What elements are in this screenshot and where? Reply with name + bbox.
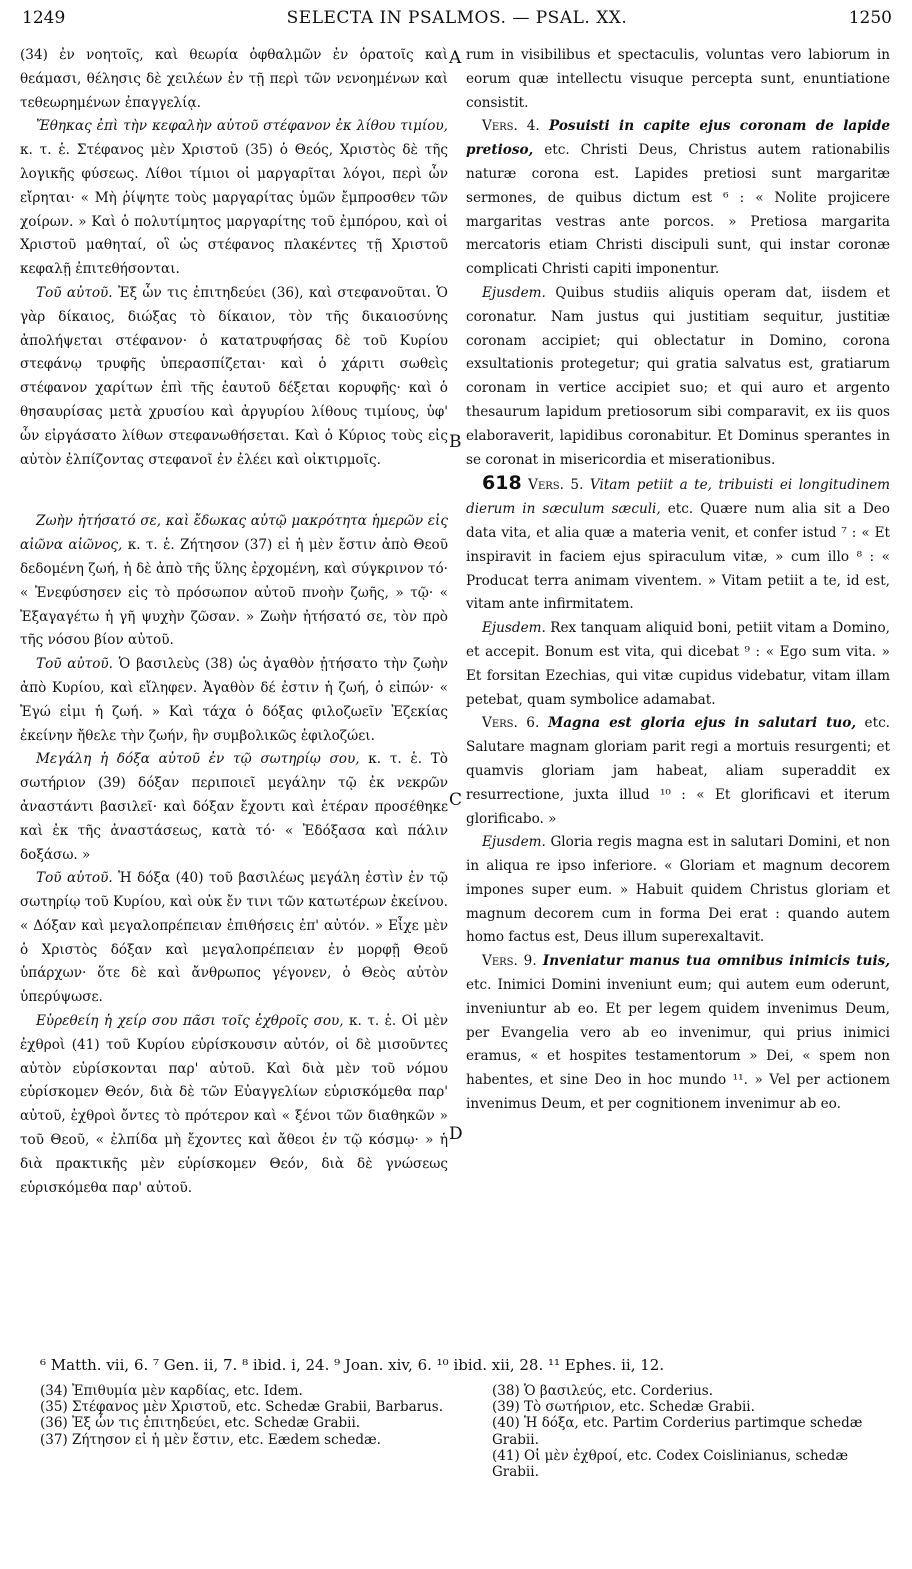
- note-item: (36) Ἐξ ὧν τις ἐπιτηδεύει, etc. Schedæ Grabii.: [40, 1415, 361, 1432]
- latin-lemma: Inveniatur manus tua omnibus inimicis tuis,: [536, 953, 890, 970]
- latin-text: etc. Inimici Domini inveniunt eum; qui autem eum oderunt, inveniuntur ab eo. Et per legem quidem invenimus Deum, per Evangelia vero ab eo invenimur, qui prius inimici eramus, « et hospites testamentorum » Dei, « spem non habentes, et sine Deo in hoc mundo ¹¹. » Vel per actionem invenimus Deum, et per cognitionem invenimur ab eo.: [466, 977, 890, 1113]
- latin-lemma: Posuisti in capite ejus coronam de lapide pretioso,: [466, 118, 890, 159]
- notes-left: [40, 1383, 470, 1448]
- greek-lemma: Ζωὴν ἠτήσατό σε, καὶ ἔδωκας αὐτῷ μακρότητα ἡμερῶν εἰς αἰῶνα αἰῶνος,: [20, 513, 448, 554]
- latin-text: Quibus studiis aliquis operam dat, iisdem et coronatur. Nam justus qui justitiam sequitur, justitiæ coronam accipiet; qui oblectatur in Domino, corona exsultationis protegetur; qui gratia salvatus est, gratiarum coronam in vertice accipiet suo; et qui auro et argento thesaurum lapidum pretiosorum sibi comparavit, ex iis quos elaboraverit, lapidibus coronabitur. Et Dominus sperantes in se coronat in misericordia et miserationibus.: [466, 284, 890, 468]
- verse-label: Vers. 4.: [482, 118, 540, 135]
- greek-lemma: Εὑρεθείη ἡ χείρ σου πᾶσι τοῖς ἐχθροῖς σου,: [36, 1013, 344, 1030]
- greek-paragraph: [20, 1010, 448, 1200]
- latin-paragraph: [466, 617, 890, 712]
- greek-lemma: Τοῦ αὐτοῦ.: [36, 870, 113, 887]
- greek-paragraph: [20, 282, 448, 472]
- running-title: SELECTA IN PSALMOS. — PSAL. XX.: [286, 8, 628, 28]
- note-item: (41) Οἱ μὲν ἐχθροί, etc. Codex Coislinianus, schedæ Grabii.: [492, 1447, 849, 1481]
- greek-text: κ. τ. ἑ. Ζήτησον (37) εἰ ἡ μὲν ἔστιν ἀπὸ Θεοῦ δεδομένη ζωή, ἡ δὲ ἀπὸ τῆς ὕλης ἐρχομένη, καὶ σύγκρινον τό· « Ἐνεφύσησεν εἰς τὸ πρόσωπον αὐτοῦ πνοὴν ζωῆς, » τῷ· « Ἐξαγαγέτω ἡ γῆ ψυχὴν ζῶσαν. » Ζωὴν ἠτήσατό σε, τὸν πρὸ τῆς νόσου βίον αὐτοῦ.: [20, 537, 448, 649]
- margin-marker-a: A: [449, 48, 462, 68]
- greek-lemma: Μεγάλη ἡ δόξα αὐτοῦ ἐν τῷ σωτηρίῳ σου,: [36, 751, 360, 768]
- note-item: (40) Ἡ δόξα, etc. Partim Corderius partimque schedæ Grabii.: [492, 1415, 863, 1448]
- margin-marker-c: C: [449, 790, 463, 810]
- greek-text: κ. τ. ἑ. Τὸ σωτήριον (39) δόξαν περιποιεῖ μεγάλην τῷ ἐκ νεκρῶν ἀναστάντι βασιλεῖ· καὶ δόξαν ἔχοντι καὶ ἑτέραν προσέθηκε καὶ ἐκ τῆς ἀναστάσεως, κατὰ τό· « Ἐδόξασα καὶ πάλιν δοξάσω. »: [20, 751, 448, 863]
- greek-paragraph: (34) ἐν νοητοῖς, καὶ θεωρία ὀφθαλμῶν ἐν ὁρατοῖς καὶ θεάμασι, θέλησις δὲ χειλέων ἐν τῇ περὶ τῶν νενοημένων καὶ τεθεωρημένων ἐπαγγελίᾳ.: [20, 47, 448, 111]
- latin-paragraph: [466, 831, 890, 950]
- greek-text: Ὁ βασιλεὺς (38) ὡς ἀγαθὸν ᾐτήσατο τὴν ζωὴν ἀπὸ Κυρίου, καὶ εἴληφεν. Ἀγαθὸν δέ ἐστιν ἡ ζωή, ὁ εἰπών· « Ἐγώ εἰμι ἡ ζωή. » Καὶ τάχα ὁ δόξας φιλοζωεῖν Ἐζεκίας ἐκείνην ἤθελε τὴν ζωήν, ἣν συμβολικῶς ἐφιλοζώει.: [20, 656, 448, 744]
- greek-column: [20, 44, 448, 1200]
- latin-lemma: Vitam petiit a te, tribuisti ei longitudinem dierum in sæculum sæculi,: [466, 477, 891, 518]
- latin-paragraph: [466, 115, 890, 282]
- note-item: (37) Ζήτησον εἰ ἡ μὲν ἔστιν, etc. Eædem schedæ.: [40, 1431, 381, 1448]
- latin-lemma: Ejusdem.: [482, 834, 546, 851]
- margin-marker-d: D: [449, 1124, 463, 1144]
- latin-paragraph: rum in visibilibus et spectaculis, voluntas vero labiorum in eorum quæ intellectu visuque percepta sunt, enuntiatione consistit.: [466, 47, 890, 111]
- page-header: [22, 8, 892, 38]
- greek-paragraph: [20, 510, 448, 653]
- greek-lemma: Τοῦ αὐτοῦ.: [36, 284, 113, 301]
- greek-paragraph: [20, 867, 448, 1010]
- note-item: (35) Στέφανος μὲν Χριστοῦ, etc. Schedæ Grabii, Barbarus.: [40, 1399, 444, 1416]
- left-page-number: 1249: [22, 8, 66, 28]
- latin-lemma: Magna est gloria ejus in salutari tuo,: [539, 715, 857, 732]
- right-page-number: 1250: [848, 8, 892, 28]
- section-gap: [20, 472, 448, 510]
- greek-text: κ. τ. ἑ. Οἱ μὲν ἐχθροὶ (41) τοῦ Κυρίου εὑρίσκουσιν αὐτόν, οἱ δὲ μισοῦντες αὐτὸν εὑρίσκονται παρ' αὐτοῦ. Καὶ διὰ μὲν τοῦ νόμου εὑρίσκομεν Θεόν, διὰ δὲ τῶν Εὐαγγελίων εὑρισκόμεθα παρ' αὐτοῦ, ἐχθροὶ ὄντες τὸ πρότερον καὶ « ξένοι τῶν διαθηκῶν » τοῦ Θεοῦ, « ἐλπίδα μὴ ἔχοντες καὶ ἄθεοι ἐν τῷ κόσμῳ· » ἡ διὰ πρακτικῆς μὲν εὑρίσκομεν Θεόν, διὰ δὲ γνώσεως εὑρισκόμεθα παρ' αὐτοῦ.: [20, 1013, 449, 1196]
- greek-lemma: Ἔθηκας ἐπὶ τὴν κεφαλὴν αὐτοῦ στέφανον ἐκ λίθου τιμίου,: [36, 118, 448, 135]
- greek-text: Ἐξ ὧν τις ἐπιτηδεύει (36), καὶ στεφανοῦται. Ὁ γὰρ δίκαιος, διώξας τὸ δίκαιον, τὸν τῆς δικαιοσύνης ἀπολήψεται στέφανον· ὁ κατατρυφήσας δὲ τοῦ Κυρίου στεφάνῳ τρυφῆς ὑπερασπίζεται· καὶ ὁ χάριτι σωθεὶς στέφανον χαρίτων ἐπὶ τῆς ἑαυτοῦ δέξεται κορυφῆς· καὶ ὁ θησαυρίσας μετὰ χρυσίου καὶ ἀργυρίου λίθους τιμίους, ὑφ' ὧν εἰργάσατο λίθων στεφανωθήσεται. Καὶ ὁ Κύριος τοὺς εἰς αὐτὸν ἐλπίζοντας στεφανοῖ ἐν ἐλέει καὶ οἰκτιρμοῖς.: [20, 284, 448, 468]
- note-item: (39) Τὸ σωτήριον, etc. Schedæ Grabii.: [492, 1399, 755, 1416]
- greek-paragraph: [20, 748, 448, 867]
- column-number: 618: [482, 472, 522, 495]
- latin-text: etc. Christi Deus, Christus autem rationabilis naturæ corona est. Lapides pretiosi sunt margaritæ sermones, de quibus dictum est ⁶ : « Nolite projicere margaritas vestras ante porcos. » Pretiosa margarita mercatoris etiam Christi discipuli sunt, qui instar coronæ complicati Christi capiti imponentur.: [466, 142, 890, 278]
- latin-lemma: Ejusdem.: [482, 620, 546, 637]
- latin-text: Rex tanquam aliquid boni, petiit vitam a Domino, et accepit. Bonum est vita, qui dicebat ⁹ : « Ego sum vita. » Et forsitan Ezechias, qui vitæ cupidus videbatur, vitam illam petebat, quam symbolice adamabat.: [466, 620, 890, 708]
- margin-marker-b: B: [449, 432, 462, 452]
- verse-label: Vers. 6.: [482, 715, 540, 732]
- notes-right: [492, 1383, 892, 1480]
- latin-paragraph: [466, 712, 890, 831]
- verse-label: Vers. 5.: [521, 477, 584, 494]
- latin-text: Gloria regis magna est in salutari Domini, et non in aliqua re ipso inferiore. « Gloriam et magnum decorem impones super eum. » Habuit quidem Christus gloriam et magnum decorem cum in forma Dei erat : quando autem homo factus est, Deus illum superexaltavit.: [466, 834, 890, 946]
- latin-paragraph: [466, 282, 890, 472]
- note-item: (34) Ἐπιθυμία μὲν καρδίας, etc. Idem.: [40, 1383, 303, 1399]
- latin-text: etc. Quære num alia sit a Deo data vita, et alia quæ a materia venit, et confer istud ⁷ : « Et inspiravit in faciem ejus spiraculum vitæ, » cum illo ⁸ : « Producat terra animam viventem. » Vitam petiit a te, id est, vitam ante infirmitatem.: [466, 501, 890, 613]
- latin-column: [466, 44, 890, 1117]
- note-item: (38) Ὁ βασιλεύς, etc. Corderius.: [492, 1383, 714, 1399]
- greek-paragraph: [20, 653, 448, 748]
- scripture-references: ⁶ Matth. vii, 6. ⁷ Gen. ii, 7. ⁸ ibid. i, 24. ⁹ Joan. xiv, 6. ¹⁰ ibid. xii, 28. ¹¹ Ephes. ii, 12.: [40, 1356, 665, 1374]
- greek-text: κ. τ. ἑ. Στέφανος μὲν Χριστοῦ (35) ὁ Θεός, Χριστὸς δὲ τῆς λογικῆς φύσεως. Λίθοι τίμιοι οἱ μαργαρῖται λόγοι, περὶ ὧν εἴρηται· « Μὴ ῥίψητε τοὺς μαργαρίτας ὑμῶν ἔμπροσθεν τῶν χοίρων. » Καὶ ὁ πολυτίμητος μαργαρίτης τοῦ ἐμπόρου, καὶ οἱ Χριστοῦ μαθηταί, οἳ ὡς στέφανος πλακέντες τῇ Χριστοῦ κεφαλῇ ἐπιτεθήσονται.: [20, 142, 448, 278]
- latin-paragraph: [466, 472, 890, 617]
- latin-lemma: Ejusdem.: [482, 284, 546, 301]
- greek-paragraph: [20, 115, 448, 282]
- greek-text: Ἡ δόξα (40) τοῦ βασιλέως μεγάλη ἐστὶν ἐν τῷ σωτηρίῳ τοῦ Κυρίου, καὶ οὐκ ἔν τινι τῶν κατωτέρων ἐκείνου. « Δόξαν καὶ μεγαλοπρέπειαν ἐπιθήσεις ἐπ' αὐτόν. » Εἶχε μὲν ὁ Χριστὸς δόξαν καὶ μεγαλοπρέπειαν ἐν μορφῇ Θεοῦ ὑπάρχων· ὅτε δὲ καὶ ἄνθρωπος γέγονεν, ὁ Θεὸς αὐτὸν ὑπερύψωσε.: [20, 870, 449, 1006]
- verse-label: Vers. 9.: [482, 953, 537, 970]
- greek-lemma: Τοῦ αὐτοῦ.: [36, 656, 113, 673]
- latin-paragraph: [466, 950, 890, 1117]
- latin-text: etc. Salutare magnam gloriam parit regi a mortuis resurgenti; et quamvis gloriam jam habeat, aliam superaddit ex resurrectione, juxta illud ¹⁰ : « Et glorificavi et iterum glorificabo. »: [466, 715, 891, 827]
